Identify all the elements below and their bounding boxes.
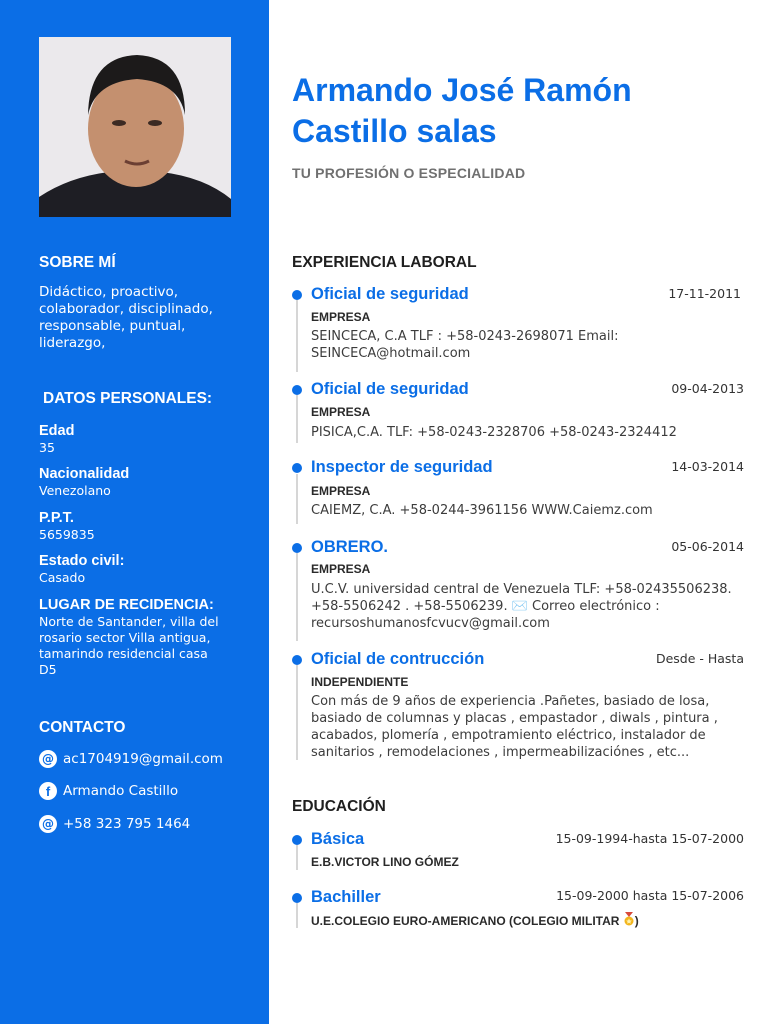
full-name xyxy=(292,70,732,152)
timeline-dot xyxy=(292,290,302,300)
timeline-dot xyxy=(292,893,302,903)
ppt-value: 5659835 xyxy=(39,527,95,542)
age-value: 35 xyxy=(39,440,55,455)
personal-data-heading: DATOS PERSONALES: xyxy=(43,390,213,407)
contact-phone[interactable] xyxy=(39,814,190,834)
contact-phone-text: +58 323 795 1464 xyxy=(63,816,191,832)
name-line-1: Armando José Ramón xyxy=(292,72,632,108)
nationality-value: Venezolano xyxy=(39,483,111,498)
about-text: Didáctico, proactivo, colaborador, disciplinado, responsable, puntual, liderazgo, xyxy=(39,284,213,351)
sidebar xyxy=(0,0,269,1024)
contact-facebook[interactable] xyxy=(39,781,178,801)
job-title: Inspector de seguridad xyxy=(311,458,493,476)
timeline-line xyxy=(296,395,298,443)
education-school xyxy=(311,912,639,929)
job-details: U.C.V. universidad central de Venezuela TLF: +58-02435506238. +58-5506242 . +58-5506239. ✉️ Correo electrónico : recursoshumanosfcvucv@gmail.com xyxy=(311,582,732,631)
facebook-icon: f xyxy=(39,782,57,800)
job-details: PISICA,C.A. TLF: +58-0243-2328706 +58-0243-2324412 xyxy=(311,425,677,440)
at-icon: @ xyxy=(39,815,57,833)
residence-label: LUGAR DE RECIDENCIA: xyxy=(39,597,214,613)
age-label: Edad xyxy=(39,423,75,439)
timeline-dot xyxy=(292,385,302,395)
marital-status-label: Estado civil: xyxy=(39,553,125,569)
job-company: INDEPENDIENTE xyxy=(311,675,409,689)
job-date: 17-11-2011 xyxy=(668,286,741,301)
name-line-2: Castillo salas xyxy=(292,113,497,149)
job-date: Desde - Hasta xyxy=(655,651,744,666)
education-school-close: ) xyxy=(634,914,639,928)
job-details: Con más de 9 años de experiencia .Pañetes, basiado de losa, basiado de columnas y placas , empastador , diwals , pintura , acabados, plomería , empotramiento eléctrico, instalador de sanitarios , remodelaciones , impermeabilizaciónes , etc... xyxy=(311,694,718,760)
job-date: 09-04-2013 xyxy=(671,381,744,396)
residence-value: Norte de Santander, villa del rosario sector Villa antigua, tamarindo residencial casa D5 xyxy=(39,614,219,677)
job-company: EMPRESA xyxy=(311,484,371,498)
job-title: OBRERO. xyxy=(311,538,389,556)
education-title: Básica xyxy=(311,830,365,848)
nationality-label: Nacionalidad xyxy=(39,466,130,482)
timeline-line xyxy=(296,665,298,760)
profile-photo-image xyxy=(39,37,231,217)
profile-photo xyxy=(39,37,231,217)
education-heading: EDUCACIÓN xyxy=(292,798,386,815)
timeline-line xyxy=(296,553,298,641)
ppt-label: P.P.T. xyxy=(39,510,74,526)
contact-email-text: ac1704919@gmail.com xyxy=(63,751,223,767)
education-title: Bachiller xyxy=(311,888,381,906)
experience-heading: EXPERIENCIA LABORAL xyxy=(292,254,477,271)
timeline-dot xyxy=(292,543,302,553)
timeline-line xyxy=(296,300,298,372)
contact-email[interactable] xyxy=(39,749,223,769)
at-icon: @ xyxy=(39,750,57,768)
job-title: Oficial de seguridad xyxy=(311,380,469,398)
job-title: Oficial de seguridad xyxy=(311,285,469,303)
timeline-line xyxy=(296,903,298,928)
timeline-line xyxy=(296,474,298,524)
timeline-dot xyxy=(292,835,302,845)
timeline-dot xyxy=(292,655,302,665)
job-company: EMPRESA xyxy=(311,405,371,419)
marital-status-value: Casado xyxy=(39,570,86,585)
timeline-dot xyxy=(292,463,302,473)
job-company: EMPRESA xyxy=(311,562,371,576)
profession-subtitle: TU PROFESIÓN O ESPECIALIDAD xyxy=(292,165,526,181)
education-school-text: U.E.COLEGIO EURO-AMERICANO (COLEGIO MILITAR xyxy=(311,914,623,928)
contact-heading: CONTACTO xyxy=(39,719,126,736)
education-school: E.B.VICTOR LINO GÓMEZ xyxy=(311,855,459,869)
medal-icon xyxy=(623,912,635,929)
job-date: 05-06-2014 xyxy=(671,539,744,554)
contact-facebook-text: Armando Castillo xyxy=(63,783,179,799)
about-heading: SOBRE MÍ xyxy=(39,254,116,271)
education-date: 15-09-1994-hasta 15-07-2000 xyxy=(555,831,744,846)
job-date: 14-03-2014 xyxy=(671,459,744,474)
timeline-line xyxy=(296,845,298,870)
education-date: 15-09-2000 hasta 15-07-2006 xyxy=(556,888,744,903)
job-title: Oficial de contrucción xyxy=(311,650,485,668)
job-details: SEINCECA, C.A TLF : +58-0243-2698071 Email: SEINCECA@hotmail.com xyxy=(311,329,619,361)
job-details: CAIEMZ, C.A. +58-0244-3961156 WWW.Caiemz.com xyxy=(311,503,653,518)
job-company: EMPRESA xyxy=(311,310,371,324)
